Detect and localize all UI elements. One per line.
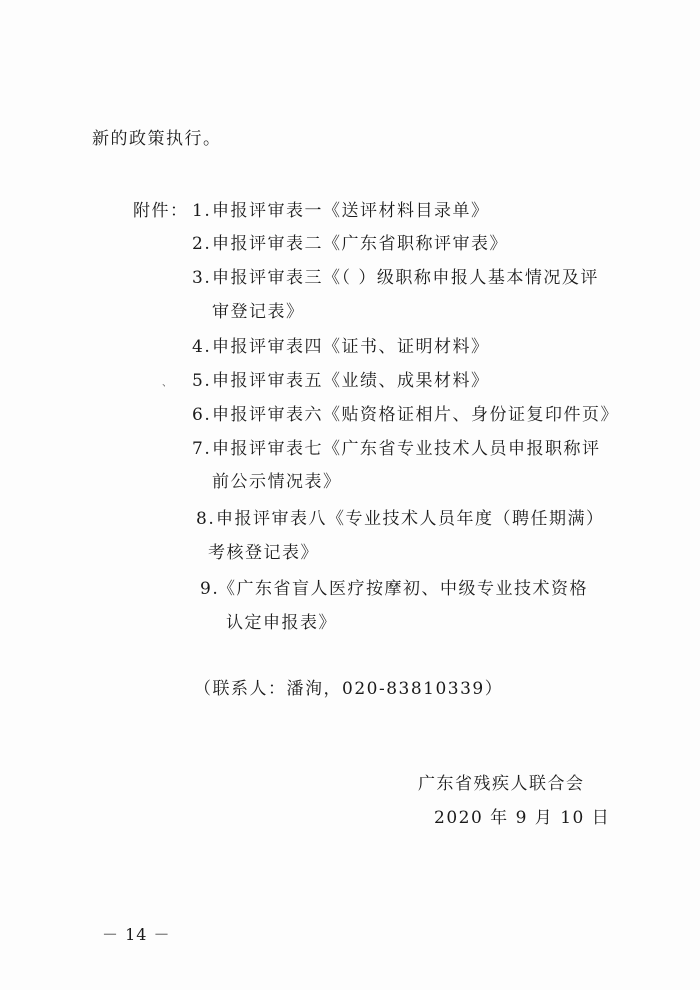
page-number: － 14 － — [102, 925, 171, 944]
attachment-number-2: 2. — [192, 234, 212, 254]
attachment-8-line-2: 考核登记表》 — [208, 543, 319, 563]
attachments-label: 附件： — [133, 201, 189, 221]
attachment-9-line-2: 认定申报表》 — [226, 613, 337, 633]
stray-mark: 、 — [162, 378, 172, 389]
attachment-5-line-1: 申报评审表五《业绩、成果材料》 — [212, 371, 490, 391]
attachment-1-line-1: 申报评审表一《送评材料目录单》 — [212, 201, 490, 221]
attachment-number-4: 4. — [192, 337, 212, 357]
attachment-number-3: 3. — [192, 268, 212, 288]
attachment-number-9: 9. — [200, 579, 220, 599]
attachment-8-line-1: 申报评审表八《专业技术人员年度（聘任期满） — [216, 509, 605, 529]
attachment-number-1: 1. — [192, 201, 212, 221]
document-date: 2020 年 9 月 10 日 — [434, 808, 611, 828]
attachment-7-line-2: 前公示情况表》 — [212, 472, 342, 492]
opening-line: 新的政策执行。 — [92, 129, 222, 149]
attachment-3-line-1: 申报评审表三《（ ）级职称申报人基本情况及评 — [212, 268, 599, 288]
attachment-4-line-1: 申报评审表四《证书、证明材料》 — [212, 337, 490, 357]
contact-line: （联系人：潘洵，020-83810339） — [194, 679, 504, 699]
attachment-6-line-1: 申报评审表六《贴资格证相片、身份证复印件页》 — [212, 405, 619, 425]
attachment-number-7: 7. — [192, 439, 212, 459]
attachment-2-line-1: 申报评审表二《广东省职称评审表》 — [212, 234, 508, 254]
attachment-9-line-1: 《广东省盲人医疗按摩初、中级专业技术资格 — [218, 579, 588, 599]
attachment-number-8: 8. — [196, 509, 216, 529]
attachment-3-line-2: 审登记表》 — [212, 302, 305, 322]
attachment-number-5: 5. — [192, 371, 212, 391]
organization-name: 广东省残疾人联合会 — [418, 774, 585, 794]
attachment-number-6: 6. — [192, 405, 212, 425]
attachment-7-line-1: 申报评审表七《广东省专业技术人员申报职称评 — [212, 439, 601, 459]
